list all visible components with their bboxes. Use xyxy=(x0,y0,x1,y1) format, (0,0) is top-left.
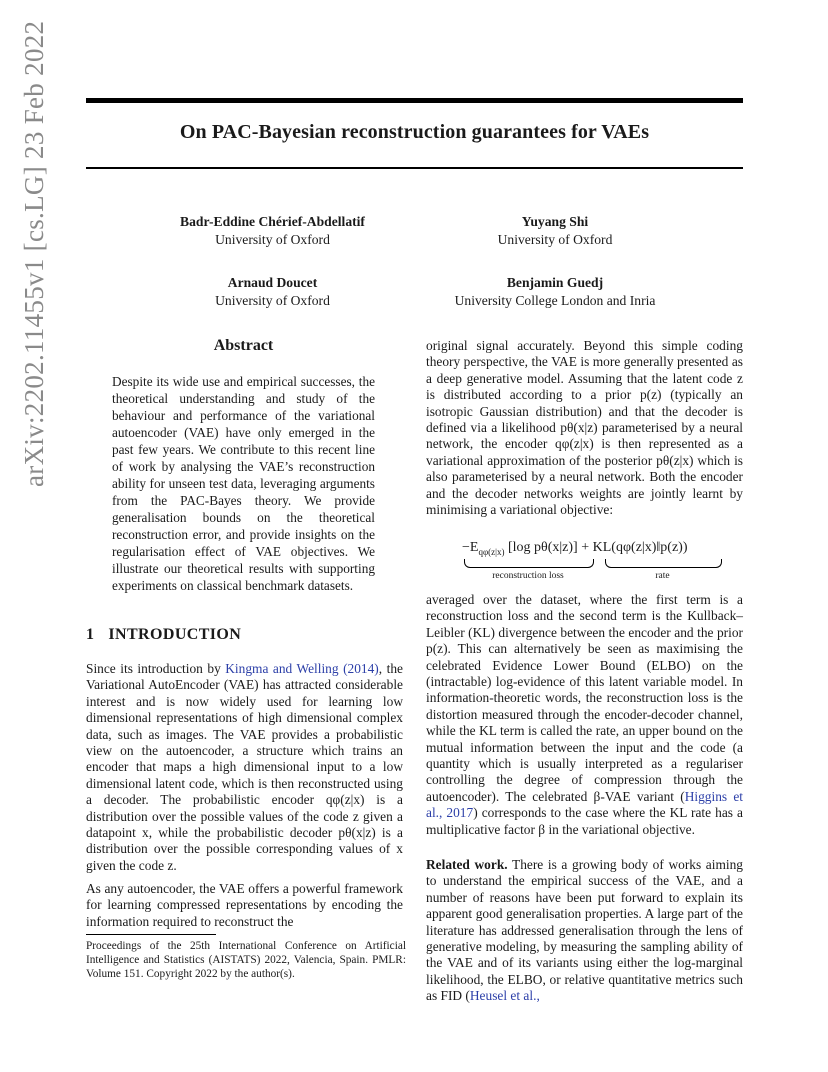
body-text: averaged over the dataset, where the first term is a reconstruction loss and the second term is the Kullback–Leibler (KL) divergence between the encoder and the prior p(z). This can alternatively be seen as maximising the celebrated Evidence Lower Bound (ELBO) on the (intractable) log-evidence of this latent variable model. In information-theoretic words, the reconstruction loss is the distortion measured through the encoder-decoder channel, while the KL term is called the rate, an upper bound on the mutual information between the input and the code (a quantity which is usually interpreted as a regulariser controlling the degree of compression through the autoencoder). The celebrated β-VAE variant ( xyxy=(426,592,743,804)
author-affiliation: University of Oxford xyxy=(215,293,330,308)
variational-objective-equation xyxy=(462,540,722,584)
author-1 xyxy=(130,213,415,249)
citation-link[interactable]: Kingma and Welling (2014) xyxy=(225,661,379,676)
label-reconstruction-loss: reconstruction loss xyxy=(492,571,564,581)
author-affiliation: University of Oxford xyxy=(215,232,330,247)
body-text: ) corresponds to the case where the KL rate has a multiplicative factor β in the variational objective. xyxy=(426,805,743,837)
intro-text: Since its introduction by xyxy=(86,661,226,676)
paper-title: On PAC-Bayesian reconstruction guarantees for VAEs xyxy=(179,121,650,143)
underbrace-reconstruction xyxy=(464,559,594,568)
author-affiliation: University College London and Inria xyxy=(454,293,656,308)
section-title: INTRODUCTION xyxy=(108,626,242,643)
arxiv-stamp: arXiv:2202.11455v1 [cs.LG] 23 Feb 2022 xyxy=(19,20,49,487)
eq-log-term: [log pθ(x|z)] xyxy=(504,540,578,555)
eq-plus: + xyxy=(577,540,593,555)
citation-link[interactable]: Heusel et al., xyxy=(469,988,540,1004)
abstract-text: Despite its wide use and empirical successes, the theoretical understanding and study of the behaviour and performance of the variational autoencoder (VAE) have only emerged in the past few years. We contribute to this recent line of work by analysing the VAE’s reconstruction ability for unseen test data, leveraging arguments from the PAC-Bayes theory. We provide generalisation bounds on the theoretical reconstruction error, and provide insights on the regularisation effect of VAE objectives. We illustrate our theoretical results with supporting experiments on classical benchmark datasets. xyxy=(112,374,375,593)
section-number: 1 xyxy=(86,626,95,643)
author-2 xyxy=(430,213,680,249)
author-name: Benjamin Guedj xyxy=(506,275,604,290)
underbrace-rate xyxy=(605,559,722,568)
citation-link[interactable]: Higgins et al., 2017 xyxy=(426,788,743,821)
section-heading xyxy=(86,626,241,644)
abstract-heading: Abstract xyxy=(213,337,274,354)
author-4 xyxy=(420,274,690,310)
label-rate: rate xyxy=(655,571,670,581)
body-text: There is a growing body of works aiming to understand the empirical success of the VAE, and a number of reasons have been put forward to explain its apparent good generalisation properties. A large part of the literature has addressed generalisation through the lens of generative modeling, by measuring the sampling ability of the VAE and of its variants using either the log-marginal likelihood, the ELBO, or relative quantitative metrics such as FID ( xyxy=(426,857,743,1004)
eq-kl-term: KL(qφ(z|x)‖p(z)) xyxy=(592,540,688,555)
footnote-rule xyxy=(86,934,216,935)
related-work-heading: Related work. xyxy=(426,857,508,872)
title-bottom-rule xyxy=(86,167,743,169)
intro-text: , the Variational AutoEncoder (VAE) has attracted considerable interest and is now widely used for learning low dimensional representations of high dimensional complex data, such as images. The VAE provides a probabilistic view on the autoencoder, a structure which trains an encoder that maps a high dimensional input to a low dimensional latent code, which is then reconstructed using a decoder. The probabilistic encoder qφ(z|x) is a distribution over the possible values of the code z given a datapoint x, while the probabilistic decoder pθ(x|z) is a distribution over the possible corresponding values of x given the code z. xyxy=(86,661,403,873)
right-paragraph-1: original signal accurately. Beyond this simple coding theory perspective, the VAE is more generally presented as a deep generative model. Assuming that the latent code z is distributed according to a prior p(z) (typically an isotropic Gaussian distribution) and that the decoder is defined via a likelihood pθ(x|z) parameterised by a neural network, the encoder qφ(z|x) is then represented as a variational approximation of the posterior pθ(z|x) which is also parameterised by a neural network. Both the encoder and the decoder networks weights are jointly learnt by minimising a variational objective: xyxy=(426,338,743,518)
author-name: Yuyang Shi xyxy=(521,214,589,229)
equation-body xyxy=(462,540,688,557)
footnote: Proceedings of the 25th International Conference on Artificial Intelligence and Statistics (AISTATS) 2022, Valencia, Spain. PMLR: Volume 151. Copyright 2022 by the author(s). xyxy=(86,940,406,981)
title-top-rule xyxy=(86,98,743,103)
author-name: Arnaud Doucet xyxy=(227,275,318,290)
intro-paragraph-2: As any autoencoder, the VAE offers a powerful framework for learning compressed representations by encoding the information required to reconstruct the xyxy=(86,881,403,929)
eq-expectation: −E xyxy=(462,540,479,555)
eq-subscript: qφ(z|x) xyxy=(478,546,505,557)
intro-paragraph-1 xyxy=(86,661,403,874)
author-name: Badr-Eddine Chérief-Abdellatif xyxy=(180,214,365,229)
author-3 xyxy=(130,274,415,310)
author-affiliation: University of Oxford xyxy=(497,232,613,247)
right-paragraph-3 xyxy=(426,857,743,1005)
right-paragraph-2 xyxy=(426,592,743,838)
